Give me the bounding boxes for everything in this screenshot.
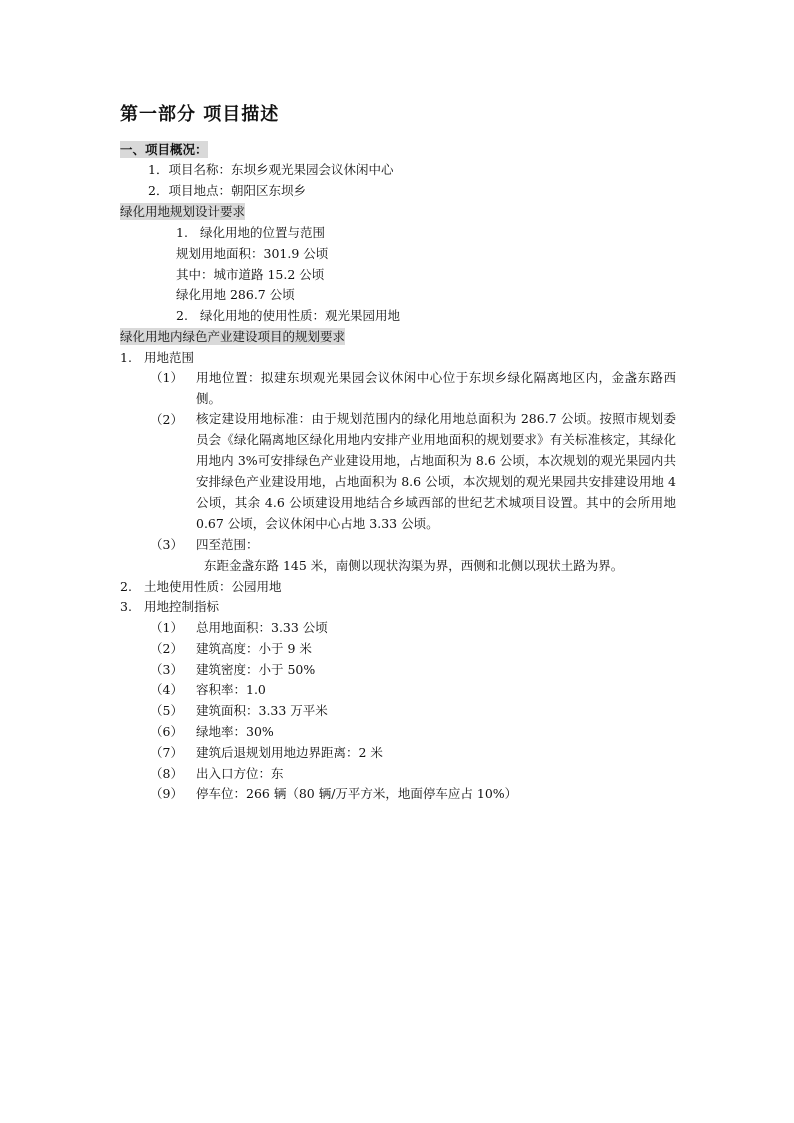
- part1-item2-num: （2）: [150, 412, 183, 427]
- sub2-text: 绿化用地的使用性质：观光果园用地: [200, 308, 401, 323]
- section2-heading: 绿化用地规划设计要求: [120, 204, 246, 219]
- part3-num: 3.: [120, 599, 132, 614]
- part2-label: 土地使用性质：公园用地: [144, 579, 282, 594]
- indicator-text: 容积率：1.0: [196, 682, 266, 697]
- indicator-text: 建筑后退规划用地边界距离：2 米: [196, 745, 383, 760]
- part1-item3-num: （3）: [150, 537, 183, 552]
- part1-label: 用地范围: [144, 350, 195, 365]
- boundary-text: 东距金盏东路 145 米，南侧以现状沟渠为界，西侧和北侧以现状土路为界。: [204, 558, 624, 573]
- indicator-text: 建筑密度：小于 50%: [196, 662, 316, 677]
- section3-heading: 绿化用地内绿色产业建设项目的规划要求: [120, 329, 346, 344]
- page-title: 第一部分 项目描述: [120, 104, 280, 125]
- indicator-text: 绿地率：30%: [196, 724, 274, 739]
- area-green: 绿化用地 286.7 公顷: [176, 287, 295, 302]
- part2-num: 2.: [120, 579, 132, 594]
- indicator-text: 出入口方位：东: [196, 766, 284, 781]
- sub2-num: 2.: [176, 308, 188, 323]
- indicator-text: 建筑高度：小于 9 米: [196, 641, 312, 656]
- part1-item2-text: 核定建设用地标准：由于规划范围内的绿化用地总面积为 286.7 公顷。按照市规划委员会《绿化隔离地区绿化用地内安排产业用地面积的规划要求》有关标准核定，其绿化用地内 3%可安排绿色产业建设用地，占地面积为 8.6 公顷，本次规划的观光果园内共安排绿色产业建设用地，占地面积为 8.6 公顷，本次规划的观光果园共安排建设用地 4 公顷，其余 4.6 公顷建设用地结合乡域西部的世纪艺术城项目设置。其中的会所用地 0.67 公顷，会议休闲中心占地 3.33 公顷。: [196, 411, 676, 531]
- indicator-num: （3）: [150, 662, 183, 677]
- area-total: 规划用地面积：301.9 公顷: [176, 246, 329, 261]
- indicator-num: （2）: [150, 641, 183, 656]
- indicator-text: 停车位：266 辆（80 辆/万平方米，地面停车应占 10%）: [196, 786, 518, 801]
- indicator-num: （5）: [150, 703, 183, 718]
- sub1-num: 1.: [176, 225, 188, 240]
- part3-label: 用地控制指标: [144, 599, 220, 614]
- indicator-num: （6）: [150, 724, 183, 739]
- project-location: 2．项目地点：朝阳区东坝乡: [148, 183, 306, 198]
- project-name: 1．项目名称：东坝乡观光果园会议休闲中心: [148, 162, 394, 177]
- indicator-text: 建筑面积：3.33 万平米: [196, 703, 328, 718]
- sub1-text: 绿化用地的位置与范围: [200, 225, 326, 240]
- indicator-num: （1）: [150, 620, 183, 635]
- part1-item3-text: 四至范围：: [196, 537, 259, 552]
- indicator-text: 总用地面积：3.33 公顷: [196, 620, 328, 635]
- indicator-num: （7）: [150, 745, 183, 760]
- indicator-num: （9）: [150, 786, 183, 801]
- part1-item1-text: 用地位置：拟建东坝观光果园会议休闲中心位于东坝乡绿化隔离地区内，金盏东路西侧。: [196, 370, 676, 406]
- part1-num: 1.: [120, 350, 132, 365]
- section1-heading: 一、项目概况：: [120, 142, 208, 157]
- area-road: 其中：城市道路 15.2 公顷: [176, 267, 325, 282]
- indicator-num: （4）: [150, 682, 183, 697]
- part1-item1-num: （1）: [150, 370, 183, 385]
- indicator-num: （8）: [150, 766, 183, 781]
